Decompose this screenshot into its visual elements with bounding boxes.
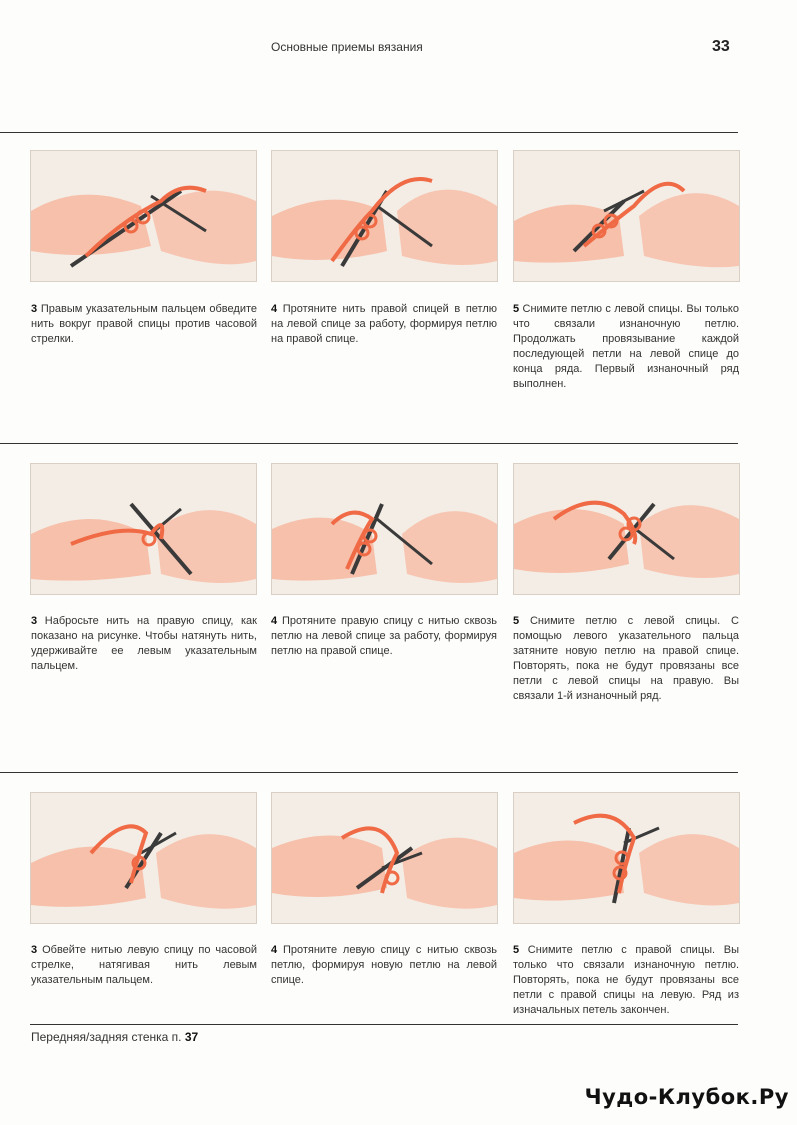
step-illustration (513, 463, 740, 595)
step-illustration (30, 463, 257, 595)
step-caption: 3 Набросьте нить на правую спицу, как показано на рисунке. Чтобы натянуть нить, удерживайте ее левым указательным пальцем. (31, 615, 257, 672)
site-watermark: Чудо-Клубок.Ру (584, 1085, 789, 1109)
step-caption: 4 Протяните правую спицу с нитью сквозь петлю на левой спице за работу, формируя петлю на правой спице. (271, 615, 497, 657)
step-illustration (271, 792, 498, 924)
section-divider (0, 132, 738, 133)
page-header-title: Основные приемы вязания (271, 40, 423, 54)
knitting-hands-illustration (272, 793, 497, 923)
knitting-hands-illustration (514, 464, 739, 594)
step-caption: 4 Протяните левую спицу с нитью сквозь петлю, формируя новую петлю на левой спице. (271, 944, 497, 986)
knitting-hands-illustration (31, 464, 256, 594)
footer-cross-reference: Передняя/задняя стенка п. 37 (31, 1030, 199, 1044)
step-illustration (513, 150, 740, 282)
section-divider (0, 772, 738, 773)
section-divider (30, 1024, 738, 1025)
step-illustration (30, 792, 257, 924)
knitting-hands-illustration (31, 793, 256, 923)
step-caption: 4 Протяните нить правой спицей в петлю на левой спице за работу, формируя петлю на правой спице. (271, 303, 497, 345)
knitting-hands-illustration (272, 151, 497, 281)
step-caption: 3 Обвейте нитью левую спицу по часовой стрелке, натягивая нить левым указательным пальцем. (31, 944, 258, 986)
step-illustration (271, 463, 498, 595)
step-caption: 5 Снимите петлю с правой спицы. Вы только что связали изнаночную петлю. Повторять, пока не будут провязаны все петли с правой спицы на левую. Ряд из изначальных петель закончен. (513, 944, 739, 1016)
step-illustration (30, 150, 257, 282)
knitting-hands-illustration (514, 151, 739, 281)
knitting-hands-illustration (272, 464, 497, 594)
knitting-hands-illustration (31, 151, 256, 281)
step-caption: 5 Снимите петлю с левой спицы. Вы только что связали изнаночную петлю. Продолжать провязывание каждой последующей петли на левой спице до конца ряда. Первый изнаночный ряд выполнен. (513, 303, 739, 390)
step-illustration (271, 150, 498, 282)
step-caption: 5 Снимите петлю с левой спицы. С помощью левого указательного пальца затяните новую петлю на правой спице. Повторять, пока не будут провязаны все петли с левой спицы на правую. Вы связали 1-й изнаночный ряд. (513, 615, 739, 702)
step-caption: 3 Правым указательным пальцем обведите нить вокруг правой спицы против часовой стрелки. (31, 303, 258, 345)
knitting-hands-illustration (514, 793, 739, 923)
page-number: 33 (712, 38, 730, 55)
step-illustration (513, 792, 740, 924)
section-divider (0, 443, 738, 444)
